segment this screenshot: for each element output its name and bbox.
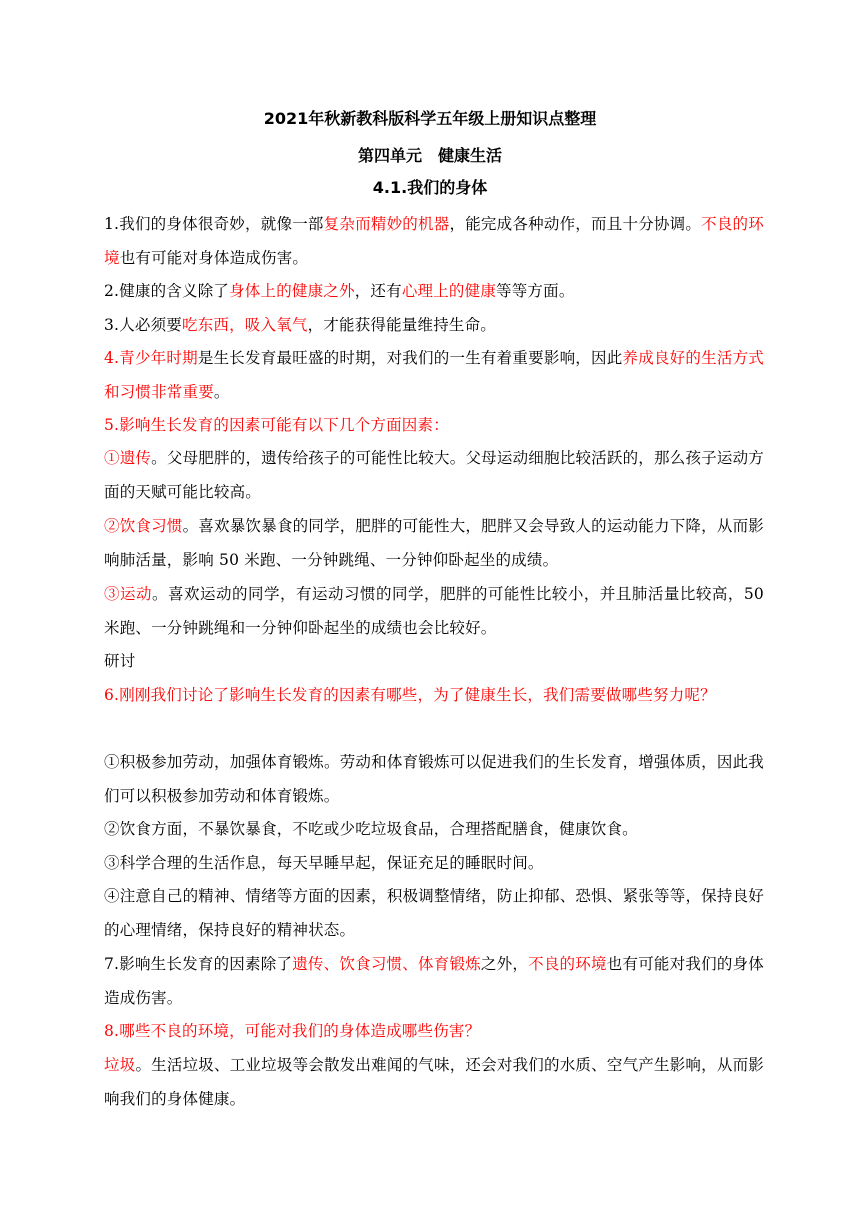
body-text-span: ①积极参加劳动，加强体育锻炼。劳动和体育锻炼可以促进我们的生长发育，增强体质，因此我们可以积极参加劳动和体育锻炼。 <box>104 753 764 805</box>
body-text-span: 也有可能对我们的身体造成伤害。 <box>104 955 764 1007</box>
paragraph <box>104 275 764 309</box>
body-text-span: 。生活垃圾、工业垃圾等会散发出难闻的气味，还会对我们的水质、空气产生影响，从而影响我们的身体健康。 <box>104 1056 764 1108</box>
paragraph <box>104 578 764 645</box>
lesson-heading: 4.1.我们的身体 <box>372 178 488 197</box>
body-text-span: 3.人必须要 <box>104 316 182 334</box>
body-text-span: 也有可能对身体造成伤害。 <box>119 248 309 267</box>
highlighted-text: 不良的环境 <box>104 215 764 267</box>
paragraph <box>104 208 764 275</box>
highlighted-text: ②饮食习惯 <box>104 517 183 535</box>
paragraph <box>104 1049 764 1116</box>
body-text-span: 2.健康的含义除了 <box>104 282 230 300</box>
highlighted-text: 身体上的健康之外 <box>229 282 355 300</box>
highlighted-text: 复杂而精妙的机器 <box>323 215 450 233</box>
highlighted-text: 养成良好的生活方式和习惯非常重要 <box>104 349 764 401</box>
paragraph <box>104 746 764 813</box>
body-text-span: 1.我们的身体很奇妙，就像一部 <box>104 215 324 233</box>
paragraph <box>104 442 764 509</box>
body-text-span: 。父母肥胖的，遗传给孩子的可能性比较大。父母运动细胞比较活跃的，那么孩子运动方面的天赋可能比较高。 <box>104 449 764 501</box>
unit-heading: 第四单元 健康生活 <box>357 146 502 165</box>
paragraph <box>104 510 764 577</box>
paragraph <box>104 309 764 343</box>
paragraph <box>104 813 764 847</box>
body-text-span: ④注意自己的精神、情绪等方面的因素，积极调整情绪，防止抑郁、恐惧、紧张等等，保持良好的心理情绪，保持良好的精神状态。 <box>104 887 764 939</box>
body-text-span: 。 <box>213 382 230 401</box>
body-text-span: 是生长发育最旺盛的时期，对我们的一生有着重要影响，因此 <box>197 349 623 367</box>
body-text-span: ，能完成各种动作，而且十分协调。 <box>449 215 702 233</box>
paragraph <box>104 409 764 443</box>
highlighted-text: 垃圾 <box>104 1056 136 1074</box>
body-text-span: 。喜欢暴饮暴食的同学，肥胖的可能性大，肥胖又会导致人的运动能力下降，从而影响肺活量，影响 50 米跑、一分钟跳绳、一分钟仰卧起坐的成绩。 <box>104 517 764 569</box>
highlighted-text: 6.刚刚我们讨论了影响生长发育的因素有哪些，为了健康生长，我们需要做哪些努力呢？ <box>104 686 716 704</box>
paragraph <box>104 880 764 947</box>
highlighted-text: ③运动 <box>104 585 152 603</box>
paragraph <box>104 679 764 713</box>
body-text-span: ②饮食方面，不暴饮暴食，不吃或少吃垃圾食品，合理搭配膳食，健康饮食。 <box>104 820 638 838</box>
highlighted-text: 吃东西，吸入氧气 <box>182 316 308 334</box>
body-text-span: ，还有 <box>354 282 402 300</box>
highlighted-text: 4.青少年时期 <box>104 349 198 367</box>
document-title: 2021年秋新教科版科学五年级上册知识点整理 <box>263 109 597 128</box>
body-text-span: 。喜欢运动的同学，有运动习惯的同学，肥胖的可能性比较小，并且肺活量比较高，50 米跑、一分钟跳绳和一分钟仰卧起坐的成绩也会比较好。 <box>104 585 764 637</box>
highlighted-text: 不良的环境 <box>528 955 607 973</box>
highlighted-text: ①遗传 <box>104 449 152 467</box>
body-text-span: 等等方面。 <box>496 282 575 300</box>
body-text-span: ，才能获得能量维持生命。 <box>307 316 497 334</box>
highlighted-text: 5.影响生长发育的因素可能有以下几个方面因素： <box>104 416 449 434</box>
highlighted-text: 心理上的健康 <box>401 282 497 300</box>
paragraph <box>104 342 764 409</box>
paragraph <box>104 1015 764 1049</box>
paragraph <box>104 645 764 679</box>
paragraph <box>104 847 764 881</box>
highlighted-text: 8.哪些不良的环境，可能对我们的身体造成哪些伤害？ <box>104 1022 481 1040</box>
body-text-span: 研讨 <box>104 652 136 670</box>
body-text-span: 7.影响生长发育的因素除了 <box>104 955 293 973</box>
body-text-span: ③科学合理的生活作息，每天早睡早起，保证充足的睡眠时间。 <box>104 854 544 872</box>
body-text-span: 之外， <box>480 955 529 973</box>
paragraph <box>104 948 764 1015</box>
highlighted-text: 遗传、饮食习惯、体育锻炼 <box>292 955 481 973</box>
